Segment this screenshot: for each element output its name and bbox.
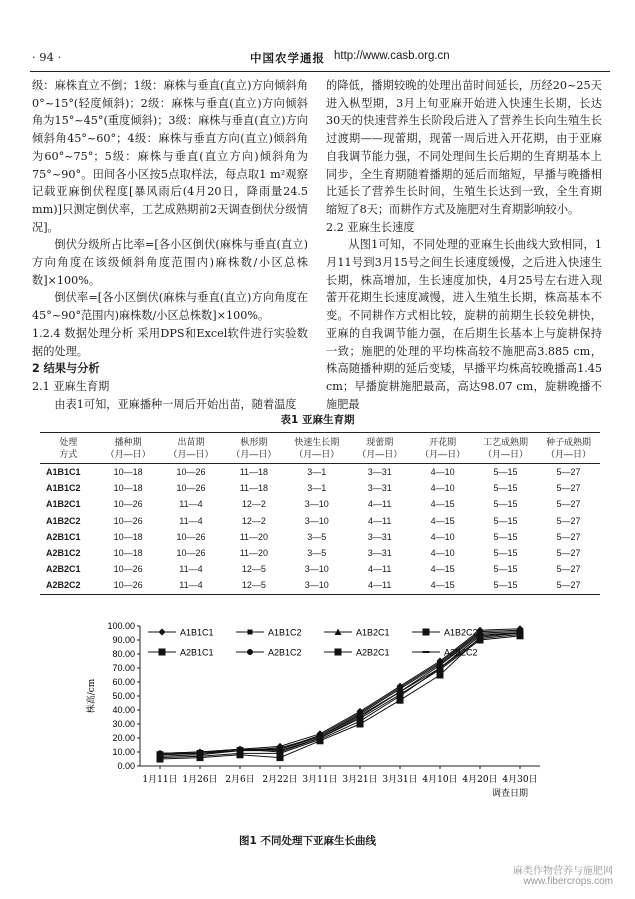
header-rule	[30, 71, 610, 72]
paragraph: 由表1可知，亚麻播种一周后开始出苗，随着温度	[54, 397, 297, 411]
growth-period-table	[40, 432, 600, 595]
data-point	[357, 710, 363, 716]
table-cell: A1B1C2	[46, 483, 81, 494]
table-cell: 11—4	[179, 515, 203, 526]
table-cell: 5—27	[556, 467, 581, 478]
page-header	[30, 50, 610, 68]
table-cell: A2B2C1	[46, 564, 81, 575]
table-header-cell: 枞形期 （月—日）	[231, 437, 277, 459]
paragraph: 的降低，播期较晚的处理出苗时间延长，历经20~25天进入枞型期，3月上旬亚麻开始进入快速生长期，长达30天的快速营养生长阶段后进入了营养生长向生殖生长过渡期——现蕾期，现蕾一周后进入开花期，由于亚麻自我调节能力强，不同处理间生长后期的生育期基本上同步，全生育期随着播期的延后而缩短，早播与晚播相比延长了营养生长时间，生殖生长达到一致，全生育期缩短了8天；而耕作方式及施肥对生育期影响较小。	[326, 79, 602, 216]
table-cell: 5—15	[493, 499, 518, 510]
table-header-cell: 处理 方式	[59, 437, 78, 459]
table-header-cell: 现蕾期 （月—日）	[357, 437, 403, 459]
table-row	[40, 561, 600, 577]
table-cell: 3—31	[367, 483, 392, 494]
paragraph: 级：麻株直立不倒；1级：麻株与垂直(直立)方向倾斜角0°~15°(轻度倾斜)；2级：麻株与垂直(直立)方向倾斜角为15°~45°(重度倾斜)；3级：麻株与垂直(直立)方向倾斜角45°~60°；4级：麻株与垂直方向(直立)倾斜角为60°~75°；5级：麻株与垂直(直立方向)倾斜角为75°~90°。田间各小区按5点取样法，每点取1 m²观察记载亚麻倒伏程度[暴风雨后(4月20日，降雨量24.5 mm)]只测定倒伏率，工艺成熟期前2天调查倒伏分级情况]。	[32, 79, 308, 234]
table-cell: 4—11	[368, 564, 392, 575]
table-cell: 12—2	[241, 499, 266, 510]
left-column	[32, 77, 308, 413]
table-caption: 表1 亚麻生育期	[280, 414, 355, 426]
table-cell: 4—10	[430, 531, 455, 542]
legend-label: A2B1C2	[268, 647, 302, 658]
x-tick-label: 4月20日	[462, 775, 498, 785]
table-cell: 12—2	[241, 515, 266, 526]
table-cell: 10—18	[113, 467, 143, 478]
table-cell: 3—31	[367, 467, 392, 478]
table-cell: 4—15	[430, 564, 455, 575]
subsection-paragraph: 1.2.4 数据处理分析 采用DPS和Excel软件进行实验数据的处理。	[32, 326, 308, 358]
table-cell: 5—15	[493, 564, 518, 575]
y-tick-label: 80.00	[112, 649, 135, 659]
table-cell: 3—5	[307, 548, 327, 559]
table-cell: 10—18	[113, 531, 143, 542]
table-cell: A2B1C1	[46, 531, 81, 542]
x-tick-label: 4月10日	[422, 775, 458, 785]
x-tick-label: 3月31日	[382, 775, 418, 785]
legend-marker	[248, 630, 253, 635]
table-cell: 3—10	[304, 580, 329, 591]
legend-marker	[423, 629, 430, 636]
table-cell: 11—4	[179, 564, 203, 575]
table-row	[40, 480, 600, 496]
table-cell: A2B1C2	[46, 548, 81, 559]
x-axis-label: 调查日期	[491, 789, 529, 799]
table-row	[40, 513, 600, 529]
table-row	[40, 464, 600, 481]
data-point	[197, 753, 204, 760]
legend-label: A2B2C1	[356, 647, 390, 658]
table-header-cell: 种子成熟期 （月—日）	[545, 437, 591, 459]
x-tick-label: 1月11日	[142, 775, 178, 785]
journal-url[interactable]: http://www.casb.org.cn	[334, 50, 450, 62]
legend-label: A1B1C1	[180, 627, 214, 638]
table-header-cell: 开花期 （月—日）	[420, 437, 466, 459]
table-cell: 5—27	[556, 548, 581, 559]
y-tick-label: 0.00	[117, 761, 135, 771]
table-cell: 5—15	[493, 515, 518, 526]
table-cell: 3—1	[307, 467, 327, 478]
table-cell: 4—15	[430, 580, 455, 591]
table-cell: 10—26	[113, 580, 143, 591]
legend-label: A1B1C2	[268, 627, 302, 638]
table-cell: 5—15	[493, 483, 518, 494]
table-cell: 3—10	[304, 564, 329, 575]
y-tick-label: 40.00	[112, 705, 135, 715]
y-axis-label: 株高/cm	[87, 678, 97, 714]
paragraph: 倒伏率=[各小区倒伏(麻株与垂直(直立)方向角度在45°~90°范围内)麻株数/小区总株数]×100%。	[32, 291, 308, 323]
data-point	[237, 750, 244, 757]
table-cell: 10—18	[113, 548, 143, 559]
table-cell: 4—11	[368, 515, 392, 526]
paragraph: 从图1可知，不同处理的亚麻生长曲线大致相同，1月11号到3月15号之间生长速度缓慢，之后进入快速生长期，株高增加，生长速度加快，4月25号左右进入现蕾开花期生长速度减慢，进入生殖生长期，株高基本不变。不同耕作方式相比较，旋耕的前期生长较免耕快，亚麻的自我调节能力强，在后期生长基本上与旋耕保持一致；施肥的处理的平均株高较不施肥高3.885 cm，株高随播种期的延后变矮，早播平均株高较晚播高1.45 cm；早播旋耕施肥最高，高达98.07 cm，旋耕晚播不施肥最	[326, 238, 602, 411]
table-cell: A2B2C2	[46, 580, 81, 591]
table-cell: 10—26	[176, 467, 206, 478]
table-body	[40, 464, 600, 595]
y-tick-label: 70.00	[112, 663, 135, 673]
table-header-cell: 出苗期 （月—日）	[168, 437, 214, 459]
x-tick-label: 3月11日	[302, 775, 338, 785]
table-row	[40, 545, 600, 561]
table-cell: 3—31	[367, 531, 392, 542]
table-cell: 10—26	[176, 531, 206, 542]
data-point	[517, 631, 524, 638]
y-tick-label: 60.00	[112, 677, 135, 687]
table-cell: 12—5	[241, 564, 266, 575]
table-cell: A1B2C2	[46, 515, 81, 526]
table-cell: 5—27	[556, 531, 581, 542]
table-cell: 4—11	[368, 580, 392, 591]
watermark-url: www.fibercrops.com	[523, 876, 613, 887]
legend-marker	[247, 649, 253, 655]
table-cell: 10—26	[113, 564, 143, 575]
legend-marker	[159, 649, 166, 656]
table-cell: A1B2C1	[46, 499, 81, 510]
figure-caption: 图1 不同处理下亚麻生长曲线	[239, 835, 376, 847]
data-point	[397, 685, 403, 691]
subsection-heading: 2.1 亚麻生育期	[32, 379, 110, 393]
table-cell: 10—26	[113, 499, 143, 510]
table-cell: 5—15	[493, 467, 518, 478]
table-cell: 10—26	[176, 483, 206, 494]
table-cell: 11—4	[179, 499, 203, 510]
paragraph: 倒伏分级所占比率=[各小区倒伏(麻株与垂直(直立)方向角度在该级倾斜角度范围内)麻株数/小区总株数]×100%。	[32, 238, 308, 287]
x-tick-label: 2月22日	[262, 775, 298, 785]
legend-marker	[335, 649, 342, 656]
table-cell: 11—20	[239, 531, 269, 542]
table-cell: 4—10	[430, 483, 455, 494]
table-cell: 5—27	[556, 499, 581, 510]
y-tick-label: 10.00	[112, 747, 135, 757]
page-number: · 94 ·	[32, 50, 62, 64]
y-tick-label: 100.00	[107, 621, 135, 631]
growth-curve-chart	[80, 612, 550, 812]
table-cell: 3—10	[304, 499, 329, 510]
table-cell: 3—5	[307, 531, 327, 542]
legend-label: A1B2C2	[444, 627, 478, 638]
table-cell: 5—27	[556, 580, 581, 591]
table-cell: 4—15	[430, 499, 455, 510]
table-cell: 5—27	[556, 564, 581, 575]
y-tick-label: 50.00	[112, 691, 135, 701]
data-point	[157, 754, 164, 761]
y-tick-label: 30.00	[112, 719, 135, 729]
legend-label: A2B1C1	[180, 647, 214, 658]
table-cell: 10—26	[176, 548, 206, 559]
table-cell: 5—15	[493, 580, 518, 591]
table-header-cell: 播种期 （月—日）	[105, 437, 151, 459]
table-cell: 12—5	[241, 580, 266, 591]
table-row	[40, 577, 600, 594]
table-cell: 11—18	[239, 483, 269, 494]
y-tick-label: 90.00	[112, 635, 135, 645]
journal-name: 中国农学通报	[250, 51, 325, 65]
table-cell: 4—15	[430, 515, 455, 526]
table-cell: 5—15	[493, 531, 518, 542]
legend-label: A1B2C1	[356, 627, 390, 638]
table-cell: A1B1C1	[46, 467, 81, 478]
y-tick-label: 20.00	[112, 733, 135, 743]
table-row	[40, 529, 600, 545]
legend-label: A2B2C2	[444, 647, 478, 658]
table-cell: 11—18	[239, 467, 269, 478]
table-cell: 4—10	[430, 548, 455, 559]
table-cell: 11—4	[179, 580, 203, 591]
table-header-cell: 快速生长期 （月—日）	[294, 437, 340, 459]
x-tick-label: 4月30日	[502, 775, 538, 785]
table-cell: 5—27	[556, 515, 581, 526]
table-cell: 3—10	[304, 515, 329, 526]
table-row	[40, 496, 600, 512]
section-heading: 2 结果与分析	[32, 362, 100, 376]
watermark-text: 麻类作物营养与施肥网	[513, 866, 613, 877]
table-cell: 11—20	[239, 548, 269, 559]
table-cell: 4—11	[368, 499, 392, 510]
x-tick-label: 2月6日	[225, 775, 255, 785]
x-tick-label: 1月26日	[182, 775, 218, 785]
table-cell: 10—18	[113, 483, 143, 494]
table-header-row	[40, 433, 600, 464]
subsection-heading: 2.2 亚麻生长速度	[326, 220, 415, 234]
table-header-cell: 工艺成熟期 （月—日）	[483, 437, 529, 459]
table-cell: 3—1	[307, 483, 327, 494]
table-cell: 10—26	[113, 515, 143, 526]
table-cell: 5—27	[556, 483, 581, 494]
legend-marker	[159, 629, 166, 636]
table-cell: 4—10	[430, 467, 455, 478]
table-cell: 5—15	[493, 548, 518, 559]
table-cell: 3—31	[367, 548, 392, 559]
right-column	[326, 77, 602, 413]
x-tick-label: 3月21日	[342, 775, 378, 785]
